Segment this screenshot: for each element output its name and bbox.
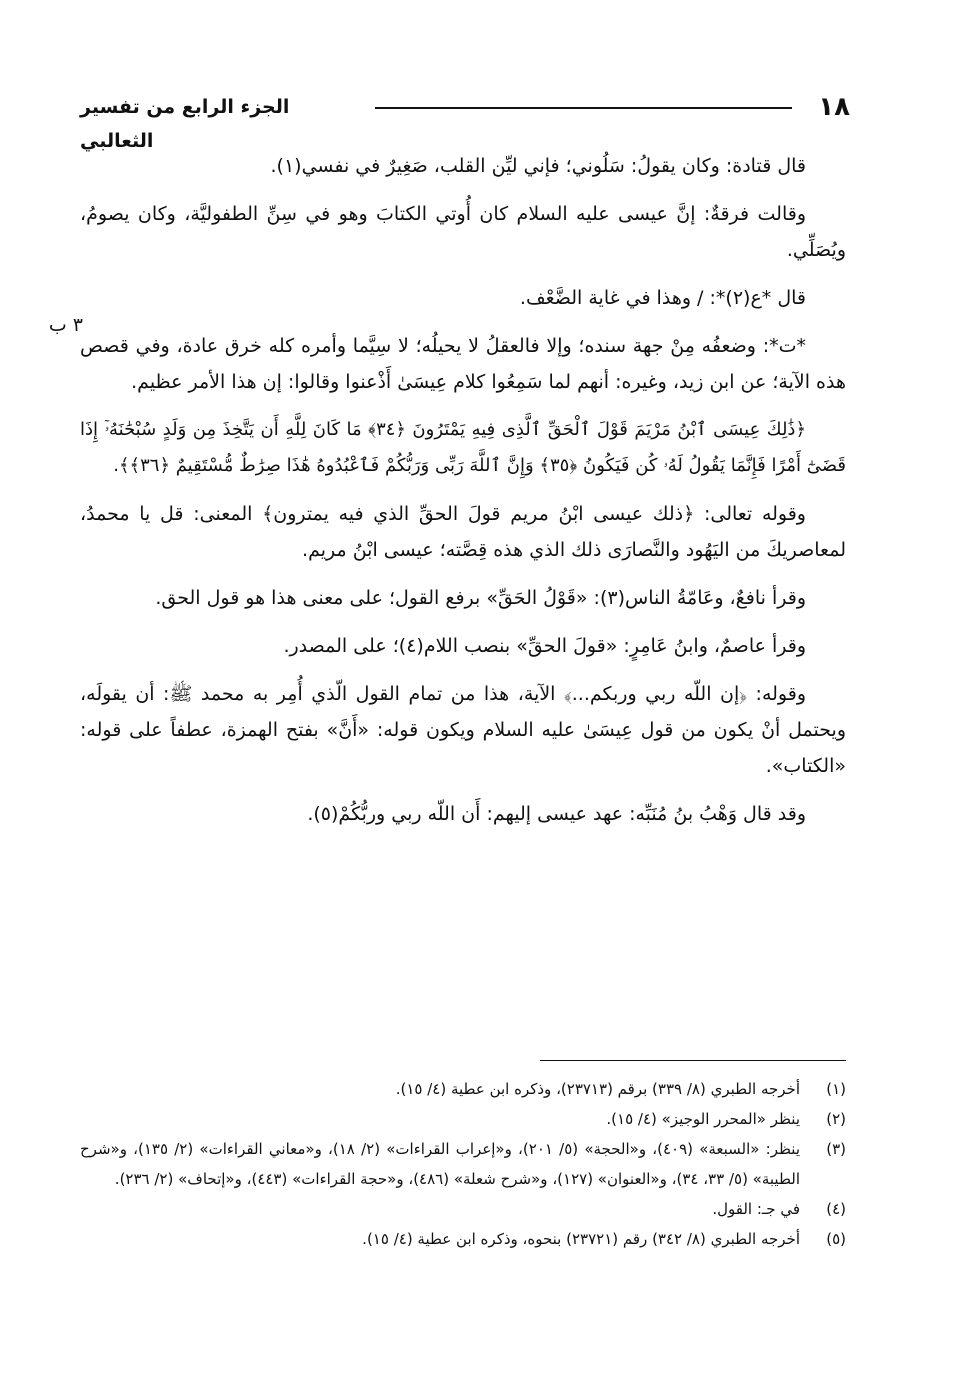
footnote-text: ينظر: «السبعة» (٤٠٩)، و«الحجة» (٥/ ٢٠١)، و«إعراب القراءات» (٢/ ١٨)، و«معاني القراءات» (٢/ ١٣٥)، و«شرح الطيبة» (٥/ ٣٣، ٣٤)، و«العنوان» (١٢٧)، و«شرح شعلة» (٤٨٦)، و«حجة القراءات» (٤٤٣)، و«إتحاف» (٢/ ٢٣٦).	[80, 1140, 801, 1188]
footnote	[80, 1074, 846, 1104]
footnote	[80, 1134, 846, 1194]
footnote-number: (٢)	[826, 1110, 846, 1128]
footnote-number: (٤)	[826, 1200, 846, 1218]
body-text	[80, 148, 846, 844]
page-header	[80, 90, 850, 152]
footnote-text: أخرجه الطبري (٨/ ٣٣٩) برقم (٢٣٧١٣)، وذكره ابن عطية (٤/ ١٥).	[395, 1080, 800, 1098]
footnote-text: في جـ: القول.	[712, 1200, 800, 1218]
footnote-rule	[540, 1060, 846, 1061]
paragraph: قال قتادة: وكان يقولُ: سَلُوني؛ فإني ليِّن القلب، صَغِيرٌ في نفسي(١).	[270, 155, 806, 177]
footnote-text: أخرجه الطبري (٨/ ٣٤٢) رقم (٢٣٧٢١) بنحوه، وذكره ابن عطية (٤/ ١٥).	[362, 1230, 800, 1248]
quran-verse: ﴿ذَٰلِكَ عِيسَى ٱبْنُ مَرْيَمَ قَوْلَ ٱلْحَقِّ ٱلَّذِى فِيهِ يَمْتَرُونَ ﴿٣٤﴾ مَا كَانَ لِلَّهِ أَن يَتَّخِذَ مِن وَلَدٍ سُبْحَٰنَهُۥٓ إِذَا قَضَىٰٓ أَمْرًا فَإِنَّمَا يَقُولُ لَهُۥ كُن فَيَكُونُ ﴿٣٥﴾ وَإِنَّ ٱللَّهَ رَبِّى وَرَبُّكُمْ فَٱعْبُدُوهُ هَٰذَا صِرَٰطٌ مُّسْتَقِيمٌ ﴿٣٦﴾﴾.	[80, 419, 846, 476]
paragraph: وقد قال وَهْبُ بنُ مُنَبِّه: عهد عيسى إليهم: أَن اللّه ربي وربُّكُمْ(٥).	[307, 803, 806, 825]
footnote-number: (٣)	[826, 1140, 846, 1158]
footnote-text: ينظر «المحرر الوجيز» (٤/ ١٥).	[606, 1110, 800, 1128]
paragraph: قال *ع(٢)*: / وهذا في غاية الضَّعْف.	[519, 287, 806, 309]
page-number: ١٨	[818, 92, 850, 122]
running-title: الجزء الرابع من تفسير الثعالبي	[80, 96, 290, 152]
paragraph: وقالت فرقةٌ: إنَّ عيسى عليه السلام كان أُوتي الكتابَ وهو في سِنِّ الطفوليَّة، وكان يصومُ، ويُصَلِّي.	[80, 203, 846, 261]
header-rule	[375, 107, 792, 109]
paragraph: وقرأ نافعٌ، وعَامّةُ الناس(٣): «قَوْلُ الحَقِّ» برفع القول؛ على معنى هذا هو قول الحق.	[155, 587, 806, 609]
footnotes	[80, 1074, 846, 1254]
paragraph: *ت*: وضعفُه مِنْ جهة سنده؛ وإلا فالعقلُ لا يحيلُه؛ لا سِيَّما وأمره كله خرق عادة، وفي قصص هذه الآية؛ عن ابن زيد، وغيره: أنهم لما سَمِعُوا كلام عِيسَىٰ أَذْعنوا وقالوا: إن هذا الأمر عظيم.	[80, 335, 846, 393]
footnote	[80, 1224, 846, 1254]
footnote	[80, 1194, 846, 1224]
margin-note: ٣ ب	[48, 314, 83, 336]
footnote-number: (٥)	[826, 1230, 846, 1248]
paragraph: وقوله تعالى: ﴿ذلك عيسى ابْنُ مريم قولَ الحقِّ الذي فيه يمترون﴾ المعنى: قل يا محمدُ، لمعاصريكَ من اليَهُود والنَّصارَى ذلك الذي هذه قِصَّته؛ عيسى ابْنُ مريم.	[80, 503, 846, 561]
paragraph: وقوله: ﴿إن اللّه ربي وربكم...﴾ الآية، هذا من تمام القول الّذي أُمِر به محمد ﷺ: أن يقولَه، ويحتمل أنْ يكون من قول عِيسَىٰ عليه السلام ويكون قوله: «أَنَّ» بفتح الهمزة، عطفاً على قوله: «الكتاب».	[80, 683, 846, 777]
footnote-number: (١)	[826, 1080, 846, 1098]
footnote	[80, 1104, 846, 1134]
paragraph: وقرأ عاصمٌ، وابنُ عَامِرٍ: «قولَ الحقِّ» بنصب اللام(٤)؛ على المصدر.	[283, 635, 806, 657]
